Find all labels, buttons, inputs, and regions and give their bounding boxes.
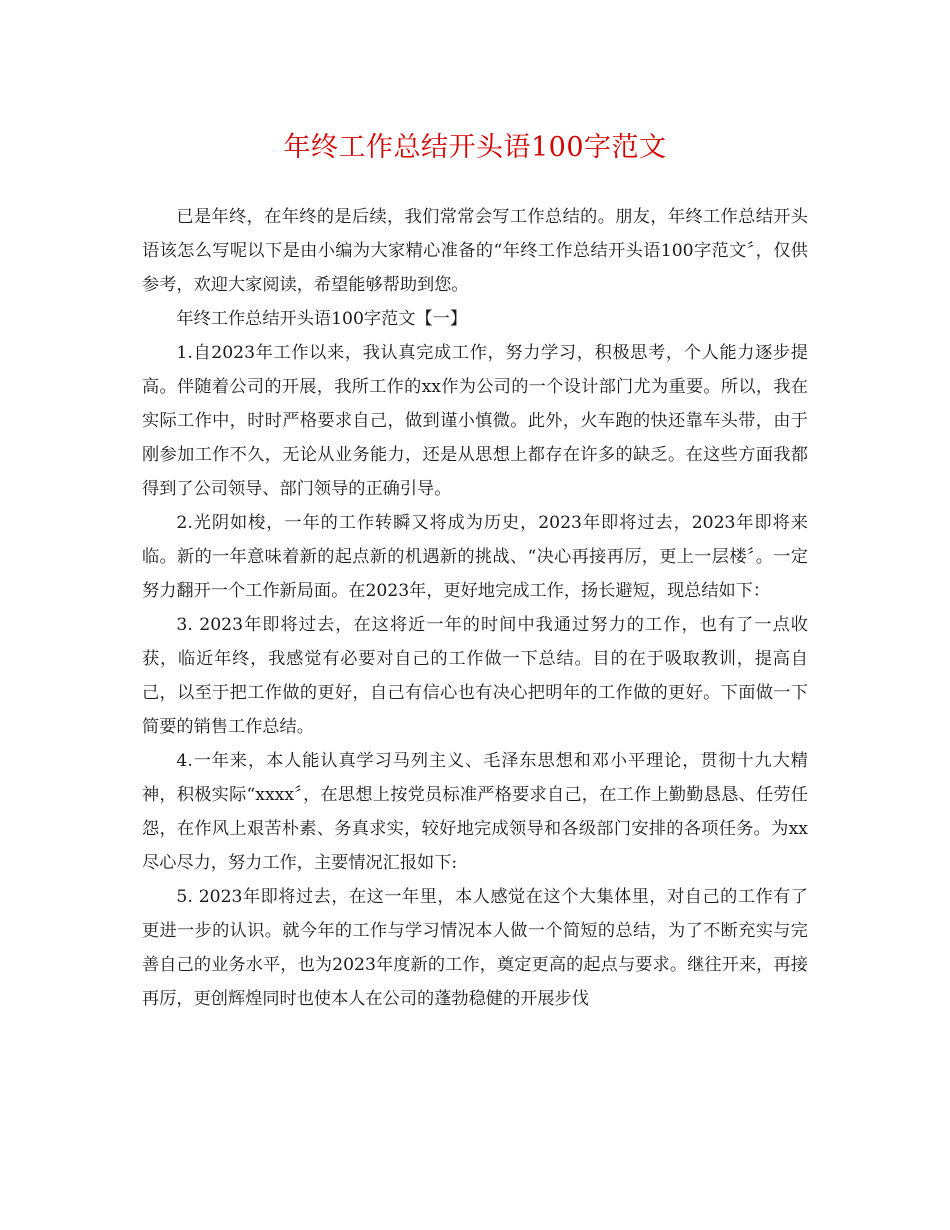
paragraph-3: 3. 2023年即将过去，在这将近一年的时间中我通过努力的工作，也有了一点收获，临近年终，我感觉有必要对自己的工作做一下总结。目的在于吸取教训，提高自己，以至于把工作做的更好，自己有信心也有决心把明年的工作做的更好。下面做一下简要的销售工作总结。 <box>142 615 808 737</box>
paragraph-5: 5. 2023年即将过去，在这一年里，本人感觉在这个大集体里，对自己的工作有了更进一步的认识。就今年的工作与学习情况本人做一个简短的总结，为了不断充实与完善自己的业务水平，也为2023年度新的工作，奠定更高的起点与要求。继往开来，再接再厉，更创辉煌同时也使本人在公司的蓬勃稳健的开展步伐 <box>142 887 808 1009</box>
paragraph-2: 2.光阴如梭，一年的工作转瞬又将成为历史，2023年即将过去，2023年即将来临。新的一年意味着新的起点新的机遇新的挑战、“决心再接再厉，更上一层楼〞。一定努力翻开一个工作新局面。在2023年，更好地完成工作，扬长避短，现总结如下： <box>142 513 808 601</box>
document-title: 年终工作总结开头语100字范文 <box>283 132 667 163</box>
section-heading: 年终工作总结开头语100字范文【一】 <box>176 309 468 329</box>
paragraph-4: 4.一年来，本人能认真学习马列主义、毛泽东思想和邓小平理论，贯彻十九大精神，积极实际“xxxx〞，在思想上按党员标准严格要求自己，在工作上勤勤恳恳、任劳任怨，在作风上艰苦朴素、务真求实，较好地完成领导和各级部门安排的各项任务。为xx尽心尽力，努力工作，主要情况汇报如下: <box>142 751 808 873</box>
paragraph-1: 1.自2023年工作以来，我认真完成工作，努力学习，积极思考，个人能力逐步提高。伴随着公司的开展，我所工作的xx作为公司的一个设计部门尤为重要。所以，我在实际工作中，时时严格要求自己，做到谨小慎微。此外，火车跑的快还靠车头带，由于刚参加工作不久，无论从业务能力，还是从思想上都存在许多的缺乏。在这些方面我都得到了公司领导、部门领导的正确引导。 <box>142 343 808 499</box>
document-body <box>142 200 808 1016</box>
intro-paragraph: 已是年终，在年终的是后续，我们常常会写工作总结的。朋友，年终工作总结开头语该怎么写呢以下是由小编为大家精心准备的“年终工作总结开头语100字范文〞，仅供参考，欢迎大家阅读，希望能够帮助到您。 <box>142 207 808 295</box>
